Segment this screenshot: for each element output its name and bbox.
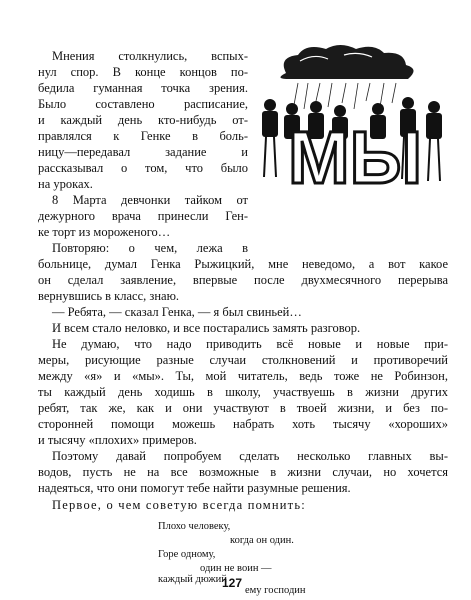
we-sign (288, 116, 422, 191)
text-line: Повторяю: о чем, лежа в (52, 241, 248, 255)
text-line: Первое, о чем советую всегда помнить: (52, 498, 306, 512)
text-line: водов, пусть не на все возможные в жизни случаи, но хочется (38, 465, 448, 479)
text-line: рассказывал о том, что было (38, 161, 248, 175)
text-line: бедила гуманная точка зрения. (38, 81, 248, 95)
text-line: нул спор. В конце концов по- (38, 65, 248, 79)
text-line: и тысячу «плохих» примеров. (38, 433, 197, 447)
poem-line: ему господин (245, 585, 306, 596)
text-line: ты каждый день ходишь в школу, участвуешь в жизни других (38, 385, 448, 399)
storm-cloud-icon (280, 45, 413, 79)
text-line: Мнения столкнулись, вспых- (52, 49, 248, 63)
text-line: вернувшись в класс, знаю. (38, 289, 180, 303)
text-line: и каждый день кто-нибудь от- (38, 113, 248, 127)
poem-line: Плохо человеку, (158, 521, 231, 532)
text-line: Не думаю, что надо приводить всё новые и новые при- (52, 337, 448, 351)
text-line: — Ребята, — сказал Генка, — я был свиньей… (52, 305, 302, 319)
text-line: он сделал заявление, впервые после двухмесячного перерыва (38, 273, 448, 287)
poem-line: один не воин — (200, 563, 272, 574)
text-line: дежурного врача принесли Ген- (38, 209, 248, 223)
text-line: правлялся к Генке в боль- (38, 129, 248, 143)
text-line: сторонней помощи можешь набрать хоть тысячу «хороших» (38, 417, 448, 431)
text-line: И всем стало неловко, и все постарались замять разговор. (52, 321, 361, 335)
page-number: 127 (222, 576, 243, 590)
text-line: ке торт из мороженого… (38, 225, 171, 239)
text-line: надеяться, что они помогут тебе найти разумные решения. (38, 481, 351, 495)
poem-line: каждый дюжий (158, 574, 227, 585)
poem-line: когда он один. (230, 535, 294, 546)
text-line: Поэтому давай попробуем сделать несколько главных вы- (52, 449, 448, 463)
text-line: 8 Марта девчонки тайком от (52, 193, 248, 207)
text-line: на уроках. (38, 177, 93, 191)
illustration-we-sign (248, 43, 448, 191)
text-line: Было составлено расписание, (38, 97, 248, 111)
sign-text: МЫ (288, 116, 423, 191)
poem-line: Горе одному, (158, 549, 216, 560)
text-line: ребят, так же, как и они участвуют в твоей жизни, и без по- (38, 401, 448, 415)
text-line: больнице, думал Генка Рыжицкий, мне неведомо, а вот какое (38, 257, 448, 271)
text-line: меры, рисующие разные случаи столкновений и противоречий (38, 353, 448, 367)
text-line: ницу—передавал задание и (38, 145, 248, 159)
text-line: между «я» и «мы». Ты, мой читатель, ведь тоже не Робинзон, (38, 369, 448, 383)
